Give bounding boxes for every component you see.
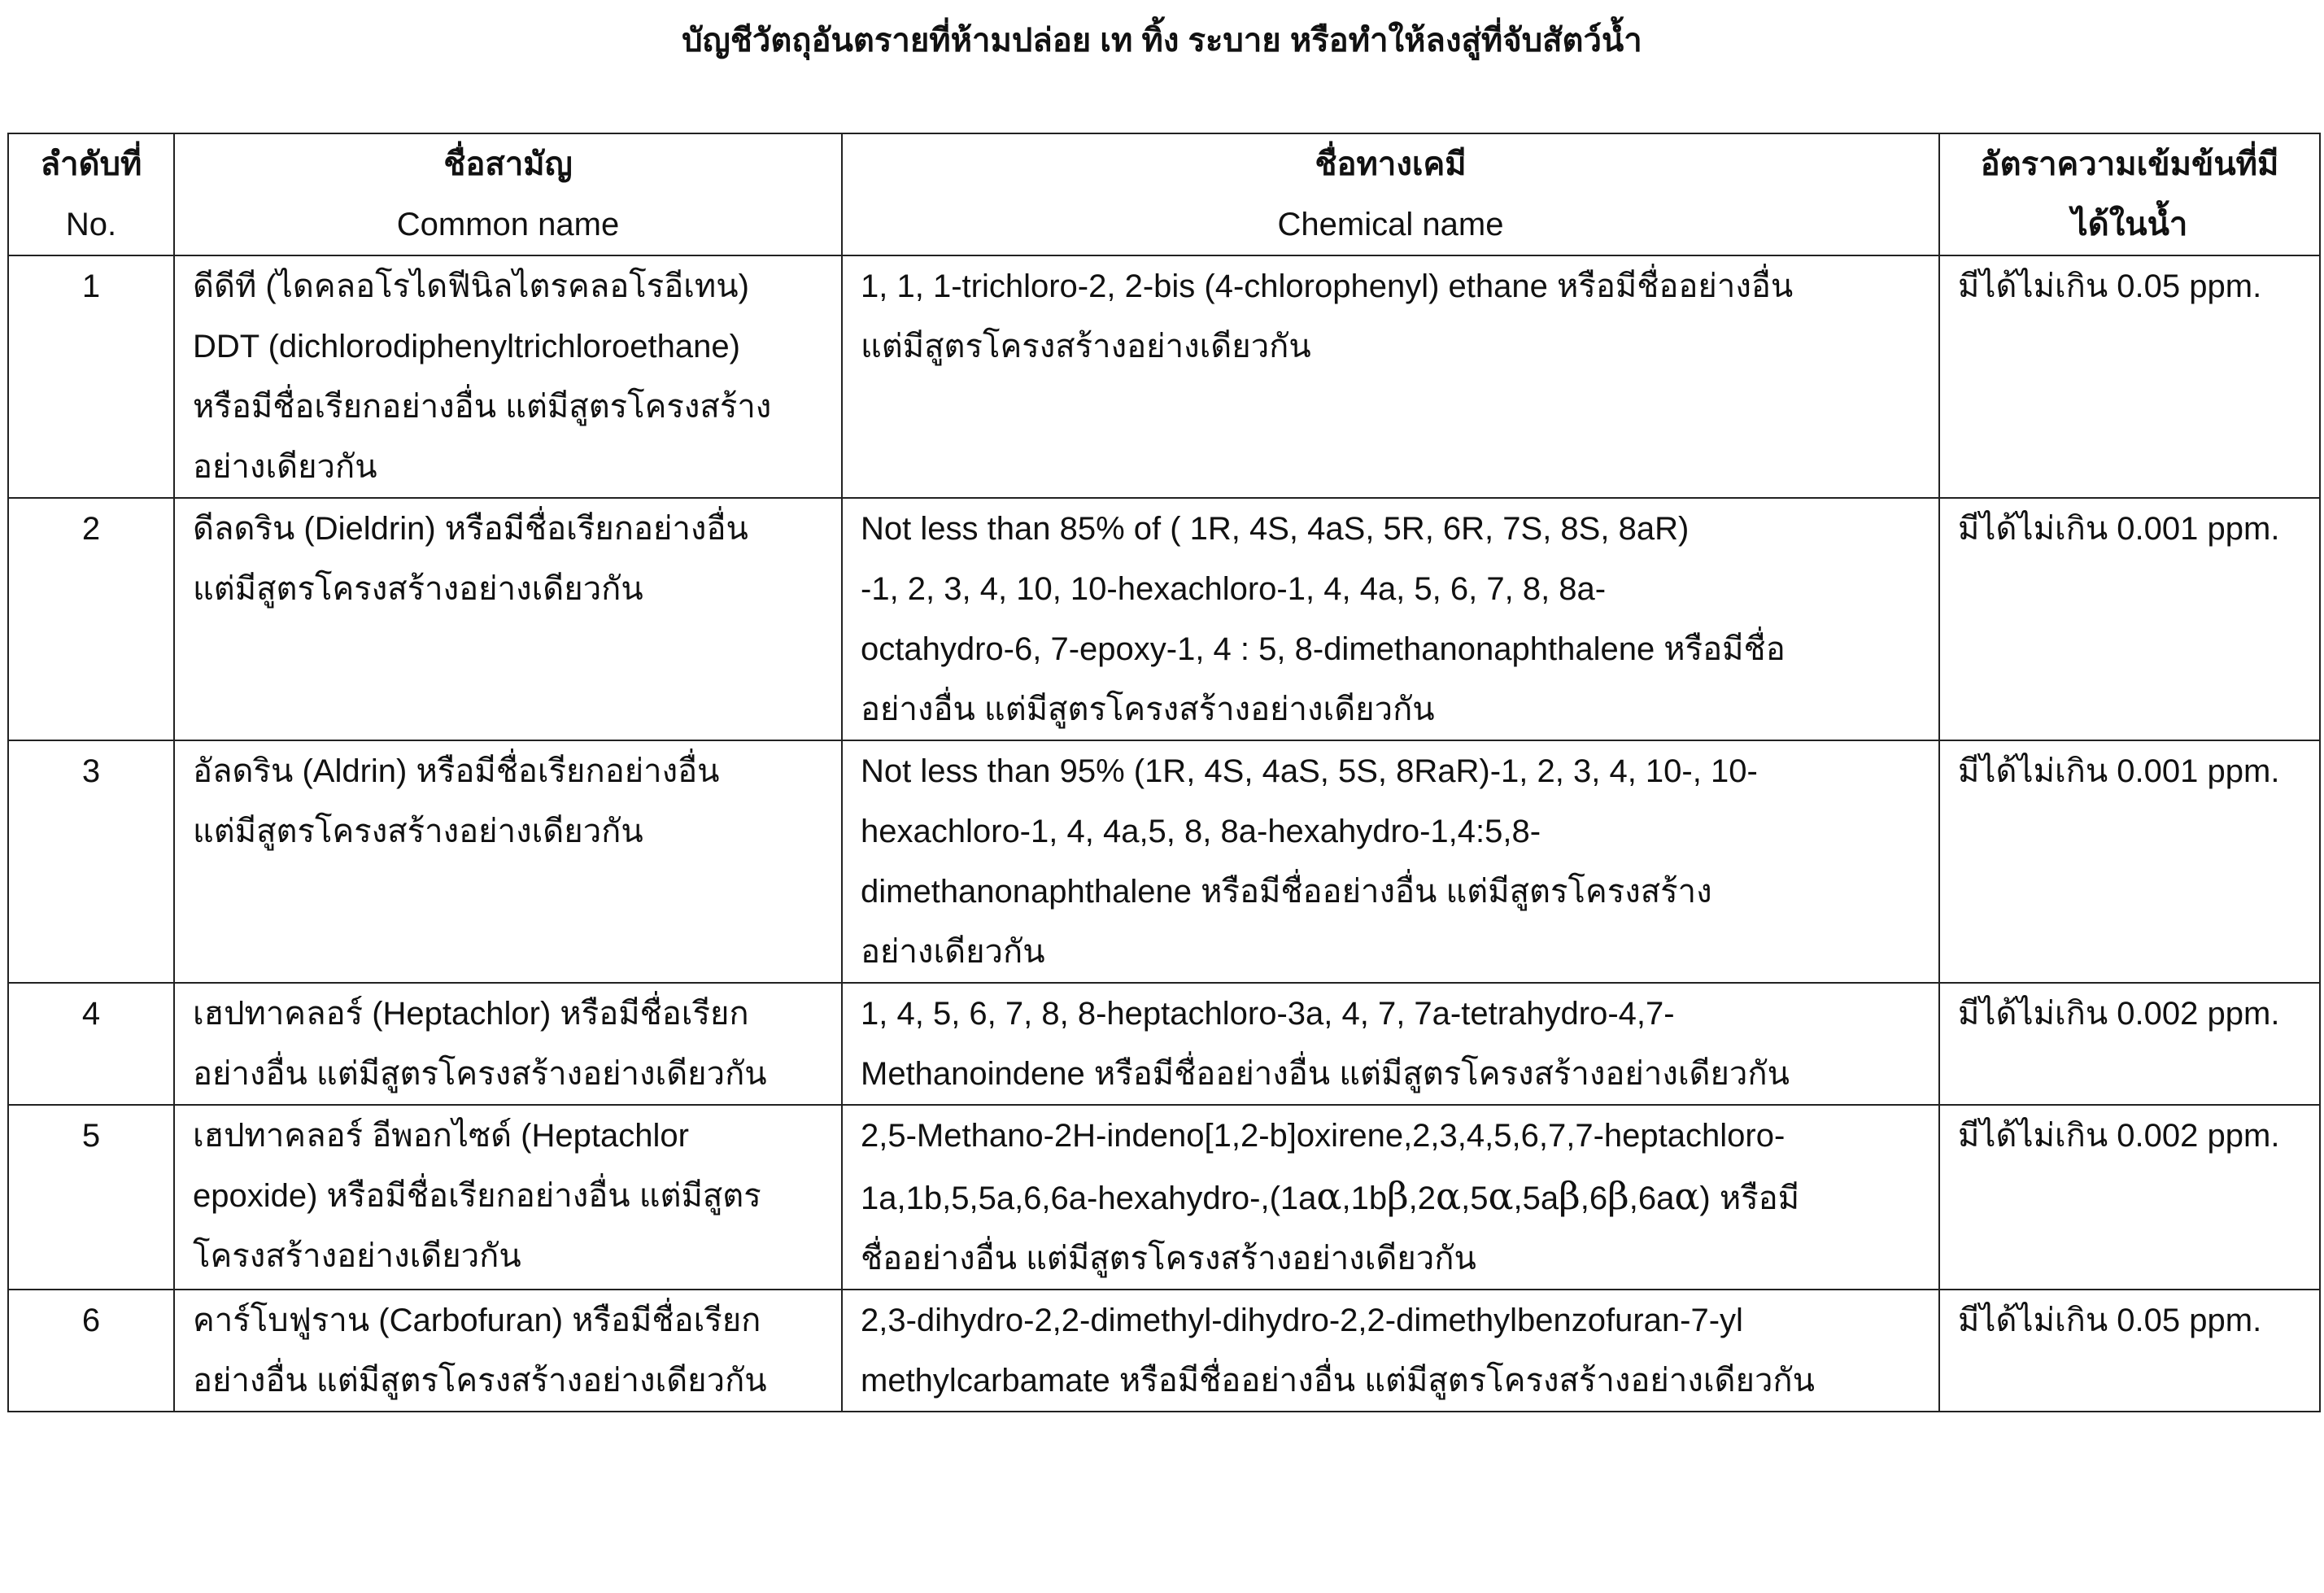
header-common-en: Common name <box>396 207 620 242</box>
chem-text: ,5a <box>1513 1181 1559 1216</box>
chemical-name-line: dimethanonaphthalene หรือมีชื่ออย่างอื่น แต่มีสูตรโครงสร้าง <box>861 874 1712 910</box>
alpha-symbol: α <box>1436 1174 1462 1218</box>
row-number: 2 <box>8 498 174 740</box>
common-name-line: อย่างเดียวกัน <box>193 449 377 485</box>
row-number: 3 <box>8 740 174 983</box>
common-name-cell <box>174 740 842 983</box>
concentration-cell: มีได้ไม่เกิน 0.002 ppm. <box>1939 1105 2320 1290</box>
chemical-name-line: hexachloro-1, 4, 4a,5, 8, 8a-hexahydro-1,4:5,8- <box>861 814 1541 849</box>
chem-text: ,6 <box>1580 1181 1608 1216</box>
chemical-name-line: 1, 4, 5, 6, 7, 8, 8-heptachloro-3a, 4, 7, 7a-tetrahydro-4,7- <box>861 996 1675 1032</box>
common-name-line: คาร์โบฟูราน (Carbofuran) หรือมีชื่อเรียก <box>193 1303 761 1338</box>
chemical-name-cell <box>842 1290 1939 1412</box>
table-header-row <box>8 133 2320 255</box>
chemical-name-line: methylcarbamate หรือมีชื่ออย่างอื่น แต่มีสูตรโครงสร้างอย่างเดียวกัน <box>861 1363 1815 1399</box>
common-name-line: โครงสร้างอย่างเดียวกัน <box>193 1238 521 1274</box>
chemical-name-line-stereo <box>861 1166 1924 1229</box>
concentration-cell: มีได้ไม่เกิน 0.001 ppm. <box>1939 498 2320 740</box>
chemical-name-line: 2,5-Methano-2H-indeno[1,2-b]oxirene,2,3,4,5,6,7,7-heptachloro- <box>861 1118 1786 1154</box>
concentration-cell: มีได้ไม่เกิน 0.002 ppm. <box>1939 983 2320 1105</box>
hazardous-substances-table <box>7 133 2321 1412</box>
chem-text: ,5 <box>1461 1181 1489 1216</box>
table-row <box>8 1105 2320 1290</box>
chem-text: ,2 <box>1408 1181 1437 1216</box>
row-number: 5 <box>8 1105 174 1290</box>
common-name-line: แต่มีสูตรโครงสร้างอย่างเดียวกัน <box>193 571 643 607</box>
row-number: 4 <box>8 983 174 1105</box>
alpha-symbol: α <box>1674 1174 1700 1218</box>
beta-symbol: β <box>1607 1174 1629 1218</box>
beta-symbol: β <box>1559 1174 1581 1218</box>
header-rate-line2: ได้ในน้ำ <box>2071 207 2188 242</box>
chemical-name-cell <box>842 498 1939 740</box>
common-name-cell <box>174 983 842 1105</box>
header-chemical-th: ชื่อทางเคมี <box>1315 146 1467 182</box>
common-name-cell <box>174 498 842 740</box>
header-no-th: ลำดับที่ <box>40 146 142 182</box>
chemical-name-line: Not less than 85% of ( 1R, 4S, 4aS, 5R, 6R, 7S, 8S, 8aR) <box>861 511 1690 547</box>
common-name-line: ดีลดริน (Dieldrin) หรือมีชื่อเรียกอย่างอื่น <box>193 511 748 547</box>
common-name-line: ดีดีที (ไดคลอโรไดฟีนิลไตรคลอโรอีเทน) <box>193 268 749 304</box>
chemical-name-line: อย่างเดียวกัน <box>861 934 1045 970</box>
concentration-cell: มีได้ไม่เกิน 0.05 ppm. <box>1939 255 2320 498</box>
chemical-name-line: Methanoindene หรือมีชื่ออย่างอื่น แต่มีสูตรโครงสร้างอย่างเดียวกัน <box>861 1056 1790 1092</box>
header-chemical-name <box>842 133 1939 255</box>
chemical-name-cell <box>842 983 1939 1105</box>
header-no <box>8 133 174 255</box>
chemical-name-line: 1, 1, 1-trichloro-2, 2-bis (4-chlorophenyl) ethane หรือมีชื่ออย่างอื่น <box>861 268 1794 304</box>
chemical-name-cell <box>842 1105 1939 1290</box>
common-name-line: อย่างอื่น แต่มีสูตรโครงสร้างอย่างเดียวกัน <box>193 1056 767 1092</box>
common-name-line: อย่างอื่น แต่มีสูตรโครงสร้างอย่างเดียวกัน <box>193 1363 767 1399</box>
concentration-cell: มีได้ไม่เกิน 0.001 ppm. <box>1939 740 2320 983</box>
alpha-symbol: α <box>1316 1174 1342 1218</box>
table-row <box>8 1290 2320 1412</box>
chem-text: ) หรือมี <box>1699 1181 1800 1216</box>
chemical-name-line: -1, 2, 3, 4, 10, 10-hexachloro-1, 4, 4a, 5, 6, 7, 8, 8a- <box>861 571 1607 607</box>
chemical-name-line: อย่างอื่น แต่มีสูตรโครงสร้างอย่างเดียวกัน <box>861 692 1435 727</box>
chemical-name-line: แต่มีสูตรโครงสร้างอย่างเดียวกัน <box>861 329 1311 364</box>
header-no-en: No. <box>65 207 117 242</box>
header-concentration <box>1939 133 2320 255</box>
table-row <box>8 983 2320 1105</box>
header-chemical-en: Chemical name <box>1277 207 1504 242</box>
common-name-line: DDT (dichlorodiphenyltrichloroethane) <box>193 329 740 364</box>
chemical-name-line: 2,3-dihydro-2,2-dimethyl-dihydro-2,2-dimethylbenzofuran-7-yl <box>861 1303 1743 1338</box>
common-name-line: เฮปทาคลอร์ (Heptachlor) หรือมีชื่อเรียก <box>193 996 749 1032</box>
beta-symbol: β <box>1387 1174 1409 1218</box>
common-name-line: อัลดริน (Aldrin) หรือมีชื่อเรียกอย่างอื่น <box>193 753 720 789</box>
chemical-name-cell <box>842 740 1939 983</box>
table-row <box>8 255 2320 498</box>
page-title: บัญชีวัตถุอันตรายที่ห้ามปล่อย เท ทิ้ง ระบาย หรือทำให้ลงสู่ที่จับสัตว์น้ำ <box>682 23 1642 59</box>
row-number: 1 <box>8 255 174 498</box>
header-common-name <box>174 133 842 255</box>
chemical-name-line: octahydro-6, 7-epoxy-1, 4 : 5, 8-dimethanonaphthalene หรือมีชื่อ <box>861 631 1786 667</box>
chemical-name-line: ชื่ออย่างอื่น แต่มีสูตรโครงสร้างอย่างเดียวกัน <box>861 1241 1476 1277</box>
table-row <box>8 740 2320 983</box>
common-name-cell <box>174 1290 842 1412</box>
common-name-line: epoxide) หรือมีชื่อเรียกอย่างอื่น แต่มีสูตร <box>193 1178 761 1214</box>
header-rate-line1: อัตราความเข้มข้นที่มี <box>1980 146 2279 182</box>
chem-text: ,6a <box>1629 1181 1675 1216</box>
common-name-cell <box>174 255 842 498</box>
row-number: 6 <box>8 1290 174 1412</box>
common-name-line: หรือมีชื่อเรียกอย่างอื่น แต่มีสูตรโครงสร้าง <box>193 389 772 425</box>
header-common-th: ชื่อสามัญ <box>443 146 573 182</box>
chemical-name-cell <box>842 255 1939 498</box>
table-row <box>8 498 2320 740</box>
chem-text: 1a,1b,5,5a,6,6a-hexahydro-,(1a <box>861 1181 1317 1216</box>
common-name-line: แต่มีสูตรโครงสร้างอย่างเดียวกัน <box>193 814 643 849</box>
chem-text: ,1b <box>1341 1181 1388 1216</box>
chemical-name-line: Not less than 95% (1R, 4S, 4aS, 5S, 8RaR)-1, 2, 3, 4, 10-, 10- <box>861 753 1758 789</box>
alpha-symbol: α <box>1488 1174 1514 1218</box>
common-name-cell <box>174 1105 842 1290</box>
common-name-line: เฮปทาคลอร์ อีพอกไซด์ (Heptachlor <box>193 1118 689 1154</box>
concentration-cell: มีได้ไม่เกิน 0.05 ppm. <box>1939 1290 2320 1412</box>
